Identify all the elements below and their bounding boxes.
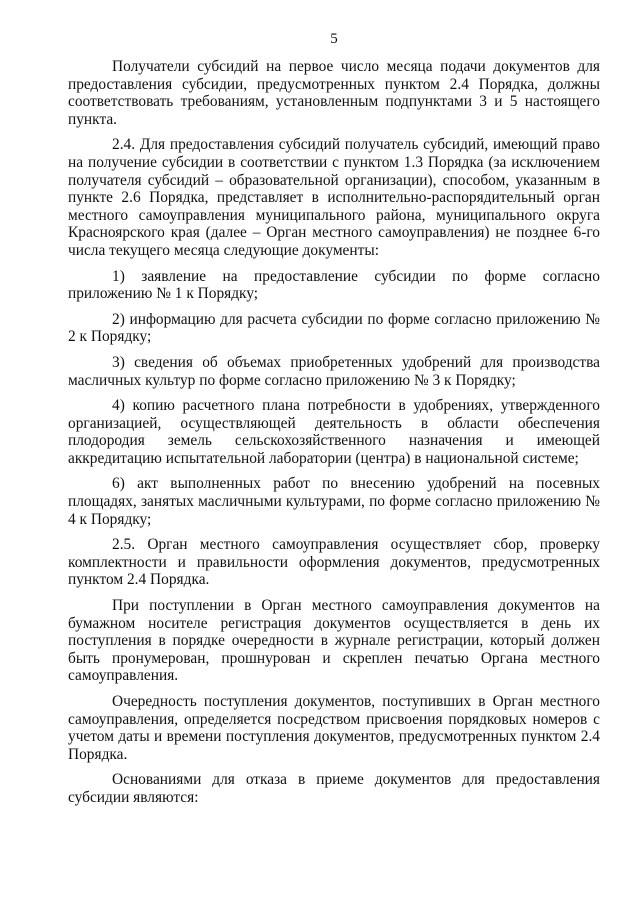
paragraph: Получатели субсидий на первое число месяца подачи документов для предоставления субсидии, предусмотренных пунктом 2.4 Порядка, должны соответствовать требованиям, установленным подпунктами 3 и 5 настоящего пункта. (68, 58, 600, 128)
paragraph: Основаниями для отказа в приеме документов для предоставления субсидии являются: (68, 771, 600, 806)
list-item: 2) информацию для расчета субсидии по форме согласно приложению № 2 к Порядку; (68, 310, 600, 346)
list-item: 6) акт выполненных работ по внесению удобрений на посевных площадях, занятых масличными культурами, по форме согласно приложению № 4 к Порядку; (68, 475, 600, 528)
paragraph: Очередность поступления документов, поступивших в Орган местного самоуправления, определяется посредством присвоения порядковых номеров с учетом даты и времени поступления документов, предусмотренных пунктом 2.4 Порядка. (68, 693, 600, 763)
paragraph: 2.5. Орган местного самоуправления осуществляет сбор, проверку комплектности и правильности оформления документов, предусмотренных пунктом 2.4 Порядка. (68, 536, 600, 589)
page-number: 5 (330, 31, 338, 47)
paragraph: При поступлении в Орган местного самоуправления документов на бумажном носителе регистрация документов осуществляется в день их поступления в порядке очередности в журнале регистрации, который должен быть пронумерован, прошнурован и скреплен печатью Органа местного самоуправления. (68, 597, 600, 685)
list-item: 3) сведения об объемах приобретенных удобрений для производства масличных культур по форме согласно приложению № 3 к Порядку; (68, 353, 600, 389)
list-item: 4) копию расчетного плана потребности в удобрениях, утвержденного организацией, осуществляющей деятельность в области обеспечения плодородия земель сельскохозяйственного назначения и имеющей аккредитацию испытательной лаборатории (центра) в национальной системе; (68, 397, 600, 467)
paragraph: 2.4. Для предоставления субсидий получатель субсидий, имеющий право на получение субсидии в соответствии с пунктом 1.3 Порядка (за исключением получателя субсидий – образовательной организации), способом, указанным в пункте 2.6 Порядка, представляет в исполнительно-распорядительный орган местного самоуправления муниципального района, муниципального округа Красноярского края (далее – Орган местного самоуправления) не позднее 6-го числа текущего месяца следующие документы: (68, 136, 600, 259)
list-item: 1) заявление на предоставление субсидии по форме согласно приложению № 1 к Порядку; (68, 267, 600, 303)
document-body (68, 58, 600, 807)
